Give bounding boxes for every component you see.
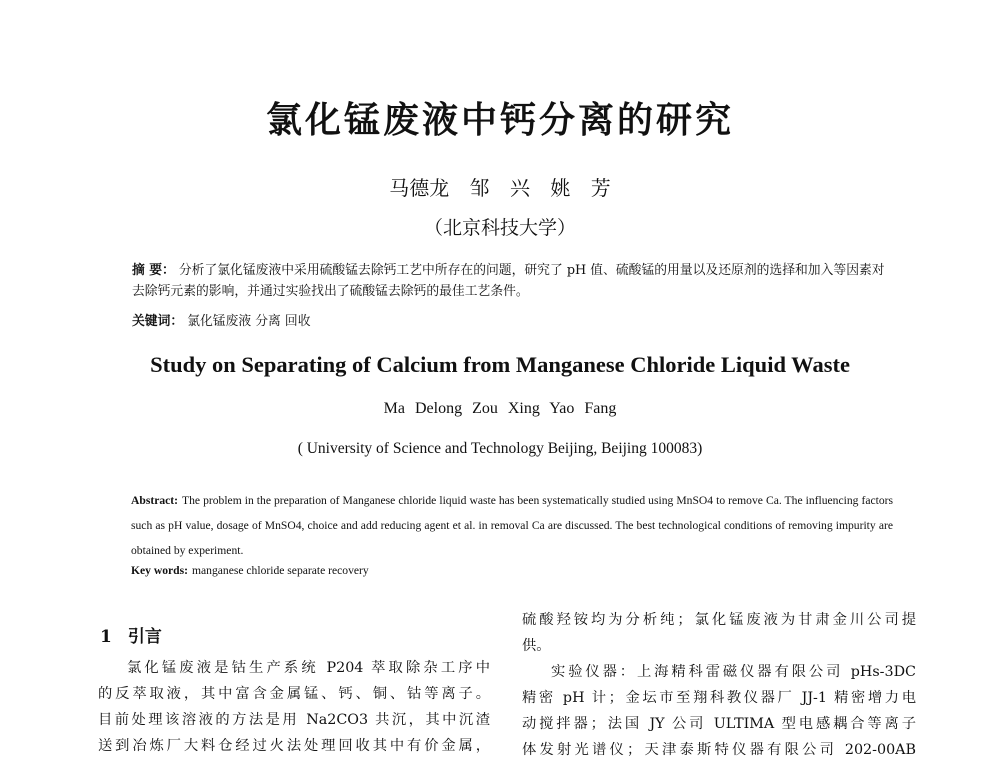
keywords-chinese-text: 氯化锰废液 分离 回收: [187, 314, 311, 329]
keywords-chinese: [132, 311, 892, 332]
keywords-english-text: manganese chloride separate recovery: [192, 564, 369, 577]
body-line: 实验仪器：上海精科雷磁仪器有限公司 pHs-3DC: [551, 664, 916, 680]
left-column-body: [98, 655, 490, 759]
body-line: 的反萃取液，其中富含金属锰、钙、铜、钴等离子。: [98, 686, 490, 702]
affiliation-english: ( University of Science and Technology Beijing, Beijing 100083): [297, 440, 703, 457]
paper-title-english: Study on Separating of Calcium from Manganese Chloride Liquid Waste: [150, 352, 850, 377]
affiliation-chinese: （北京科技大学）: [423, 217, 576, 239]
body-line: 体发射光谱仪；天津泰斯特仪器有限公司 202-00AB: [522, 742, 916, 758]
abstract-english-label: Abstract:: [131, 494, 179, 507]
body-line: 硫酸羟铵均为分析纯；氯化锰废液为甘肃金川公司提: [522, 612, 916, 628]
section-1-number: 1: [100, 627, 112, 647]
body-line: 目前处理该溶液的方法是用 Na2CO3 共沉，其中沉渣: [98, 712, 490, 728]
body-line: 供。: [522, 638, 551, 654]
section-1-title: 引言: [127, 627, 162, 647]
authors-chinese: 马德龙 邹 兴 姚 芳: [389, 176, 611, 200]
abstract-chinese-label: 摘 要：: [132, 263, 175, 278]
keywords-english-label: Key words:: [131, 564, 188, 577]
body-line: 动搅拌器；法国 JY 公司 ULTIMA 型电感耦合等离子: [522, 716, 916, 732]
body-line: 送到冶炼厂大料仓经过火法处理回收其中有价金属，: [98, 738, 490, 754]
body-line: 精密 pH 计；金坛市至翔科教仪器厂 JJ-1 精密增力电: [522, 690, 916, 706]
right-column-body: [522, 607, 916, 763]
body-line: 氯化锰废液是钴生产系统 P204 萃取除杂工序中: [127, 660, 490, 676]
abstract-chinese-text: 分析了氯化锰废液中采用硫酸锰去除钙工艺中所存在的问题，研究了 pH 值、硫酸锰的用量以及还原剂的选择和加入等因素对去除钙元素的影响，并通过实验找出了硫酸锰去除钙的最佳工艺条件。: [132, 263, 885, 299]
abstract-english: [131, 488, 893, 563]
keywords-english: [131, 561, 893, 581]
keywords-chinese-label: 关键词：: [132, 314, 184, 329]
section-1-heading: [100, 622, 162, 647]
paper-title-chinese: 氯化锰废液中钙分离的研究: [265, 99, 734, 141]
authors-english: Ma Delong Zou Xing Yao Fang: [383, 400, 617, 417]
abstract-chinese: [132, 260, 892, 302]
abstract-english-text: The problem in the preparation of Manganese chloride liquid waste has been systematically studied using MnSO4 to remove Ca. The influencing factors such as pH value, dosage of MnSO4, choice and add reducing agent et al. in removal Ca are discussed. The best technological conditions of removing impurity are obtained by experiment.: [131, 494, 893, 557]
